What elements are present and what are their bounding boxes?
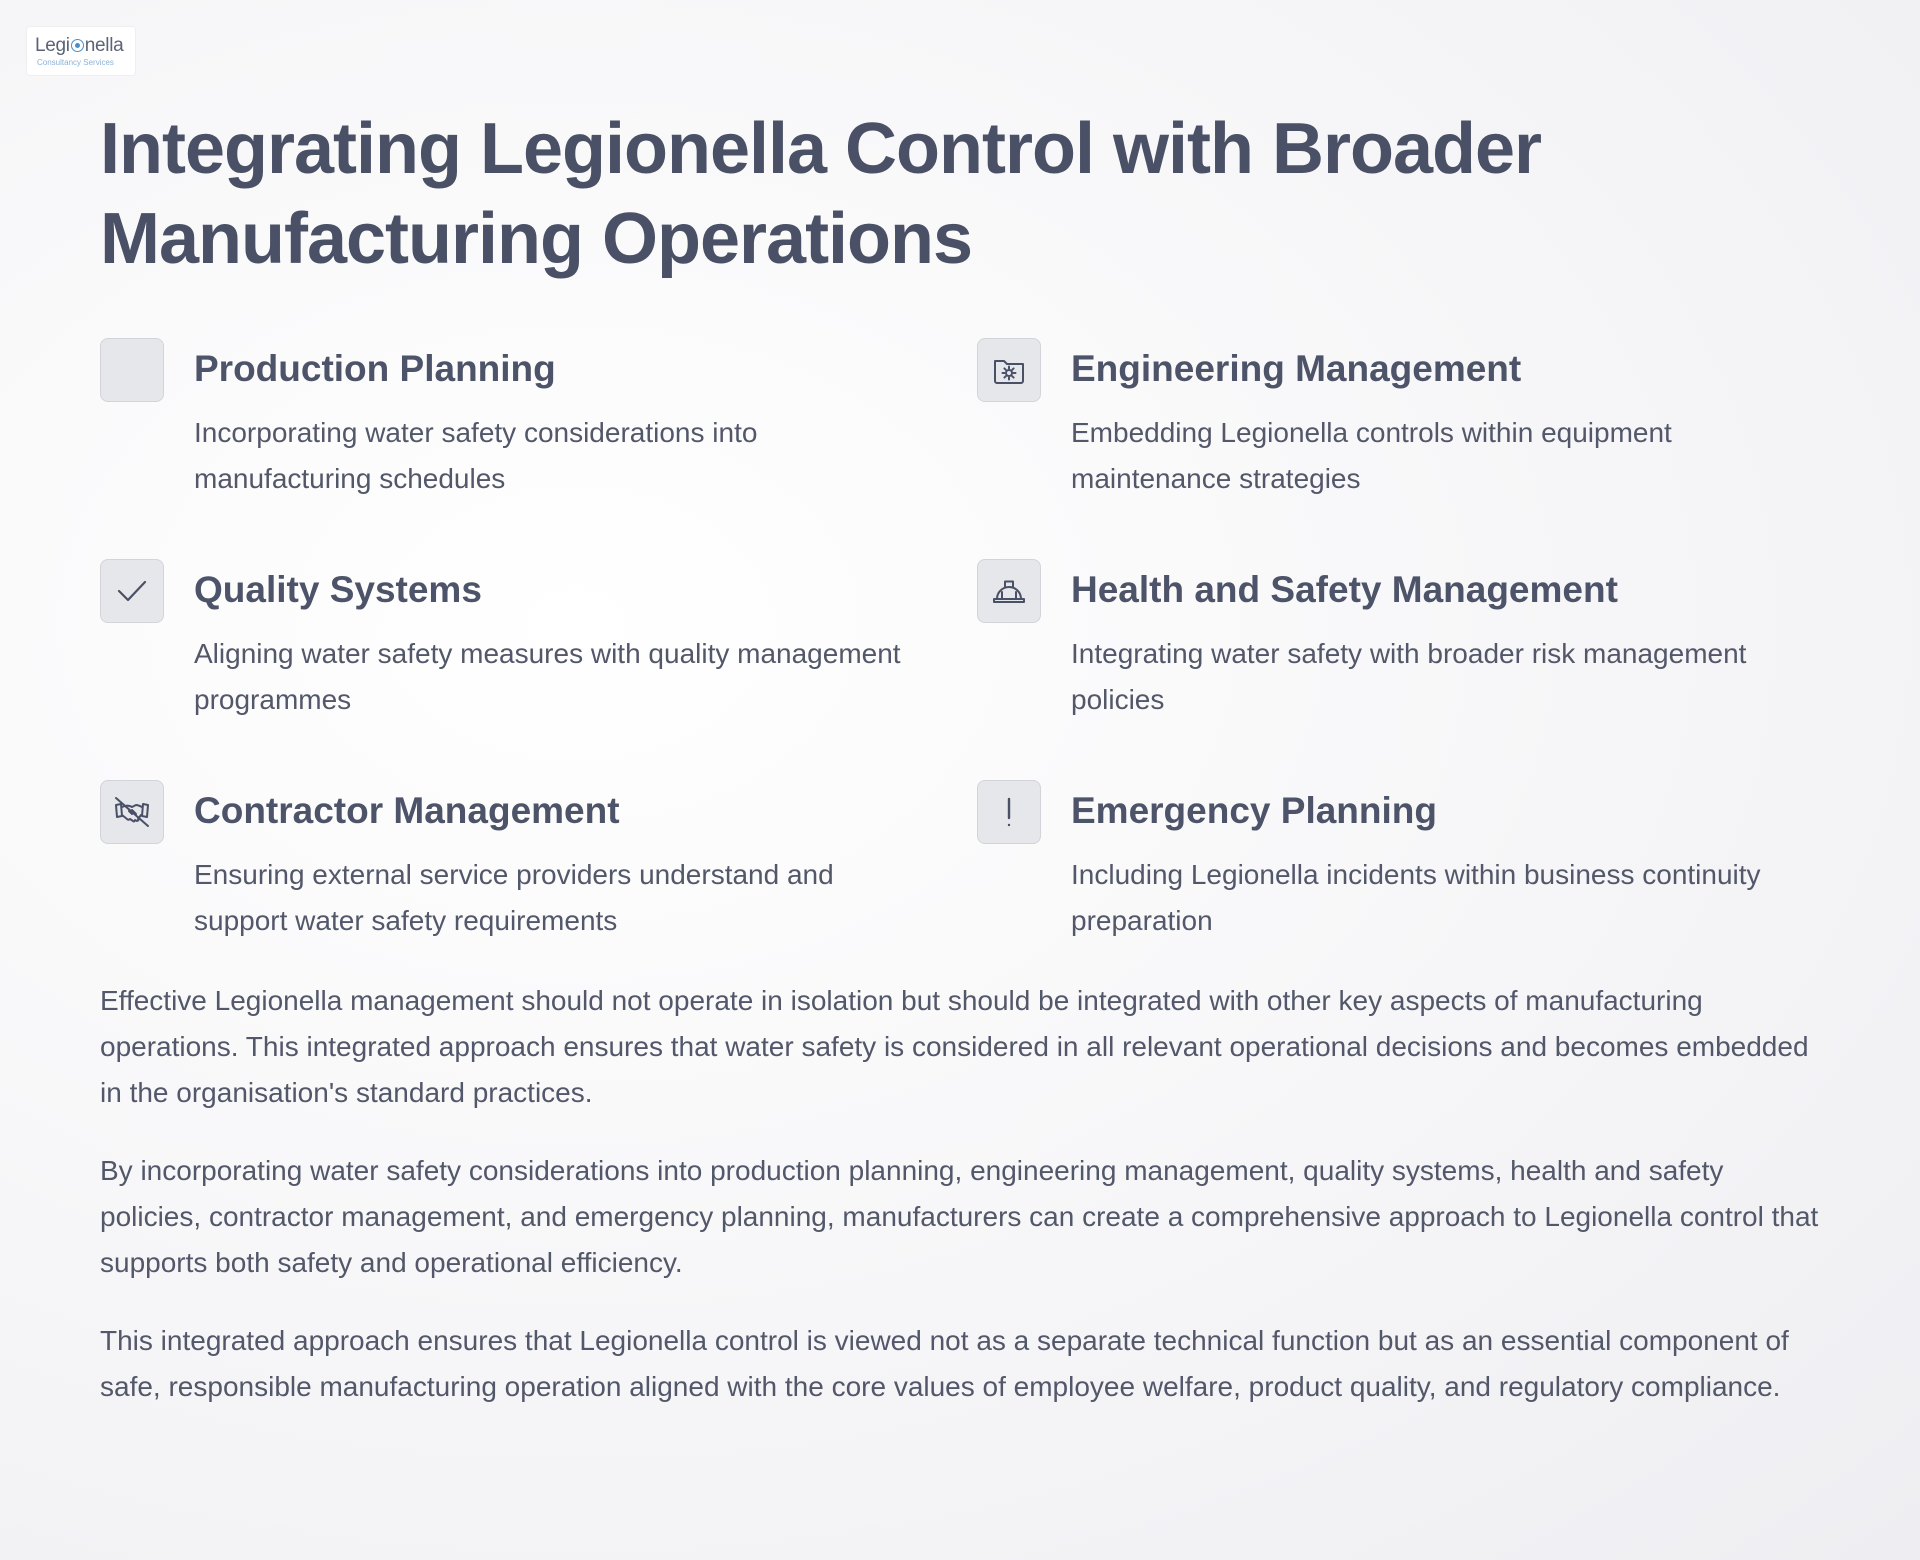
paragraph: Effective Legionella management should not operate in isolation but should be integrated with other key aspects of manufacturing operations. This integrated approach ensures that water safety is considered in all relevant operational decisions and becomes embedded in the organisation's standard practices. <box>100 985 1809 1108</box>
card-description: Integrating water safety with broader risk management policies <box>1071 638 1747 715</box>
integration-areas-grid <box>100 338 1820 1001</box>
blank-icon <box>100 338 164 402</box>
card-description: Incorporating water safety considerations into manufacturing schedules <box>194 417 758 494</box>
card-emergency-planning <box>977 780 1820 1001</box>
logo-text-end: nella <box>84 35 124 56</box>
paragraph: This integrated approach ensures that Legionella control is viewed not as a separate technical function but as an essential component of safe, responsible manufacturing operation aligned with the core values of employee welfare, product quality, and regulatory compliance. <box>100 1325 1789 1402</box>
card-title: Engineering Management <box>1071 348 1522 389</box>
company-logo <box>27 27 135 75</box>
logo-tagline: Consultancy Services <box>37 58 114 67</box>
card-description: Ensuring external service providers understand and support water safety requirements <box>194 859 834 936</box>
checkmark-icon <box>100 559 164 623</box>
card-production-planning <box>100 338 977 559</box>
folder-gear-icon <box>977 338 1041 402</box>
paragraph: By incorporating water safety considerations into production planning, engineering management, quality systems, health and safety policies, contractor management, and emergency planning, manufacturers can create a comprehensive approach to Legionella control that supports both safety and operational efficiency. <box>100 1155 1819 1278</box>
card-health-and-safety-management <box>977 559 1820 780</box>
logo-water-drop-icon <box>71 39 84 52</box>
card-engineering-management <box>977 338 1820 559</box>
card-title: Emergency Planning <box>1071 790 1437 831</box>
body-text <box>100 978 1820 1442</box>
card-description: Aligning water safety measures with quality management programmes <box>194 638 901 715</box>
card-title: Production Planning <box>194 348 556 389</box>
exclamation-icon <box>977 780 1041 844</box>
card-description: Embedding Legionella controls within equipment maintenance strategies <box>1071 417 1672 494</box>
logo-text-start: Legi <box>35 35 70 56</box>
card-title: Health and Safety Management <box>1071 569 1618 610</box>
card-title: Quality Systems <box>194 569 482 610</box>
hard-hat-icon <box>977 559 1041 623</box>
handshake-off-icon <box>100 780 164 844</box>
page-title: Integrating Legionella Control with Broader Manufacturing Operations <box>100 109 1542 279</box>
card-contractor-management <box>100 780 977 1001</box>
card-title: Contractor Management <box>194 790 620 831</box>
logo-wordmark <box>35 35 123 57</box>
card-description: Including Legionella incidents within business continuity preparation <box>1071 859 1761 936</box>
card-quality-systems <box>100 559 977 780</box>
